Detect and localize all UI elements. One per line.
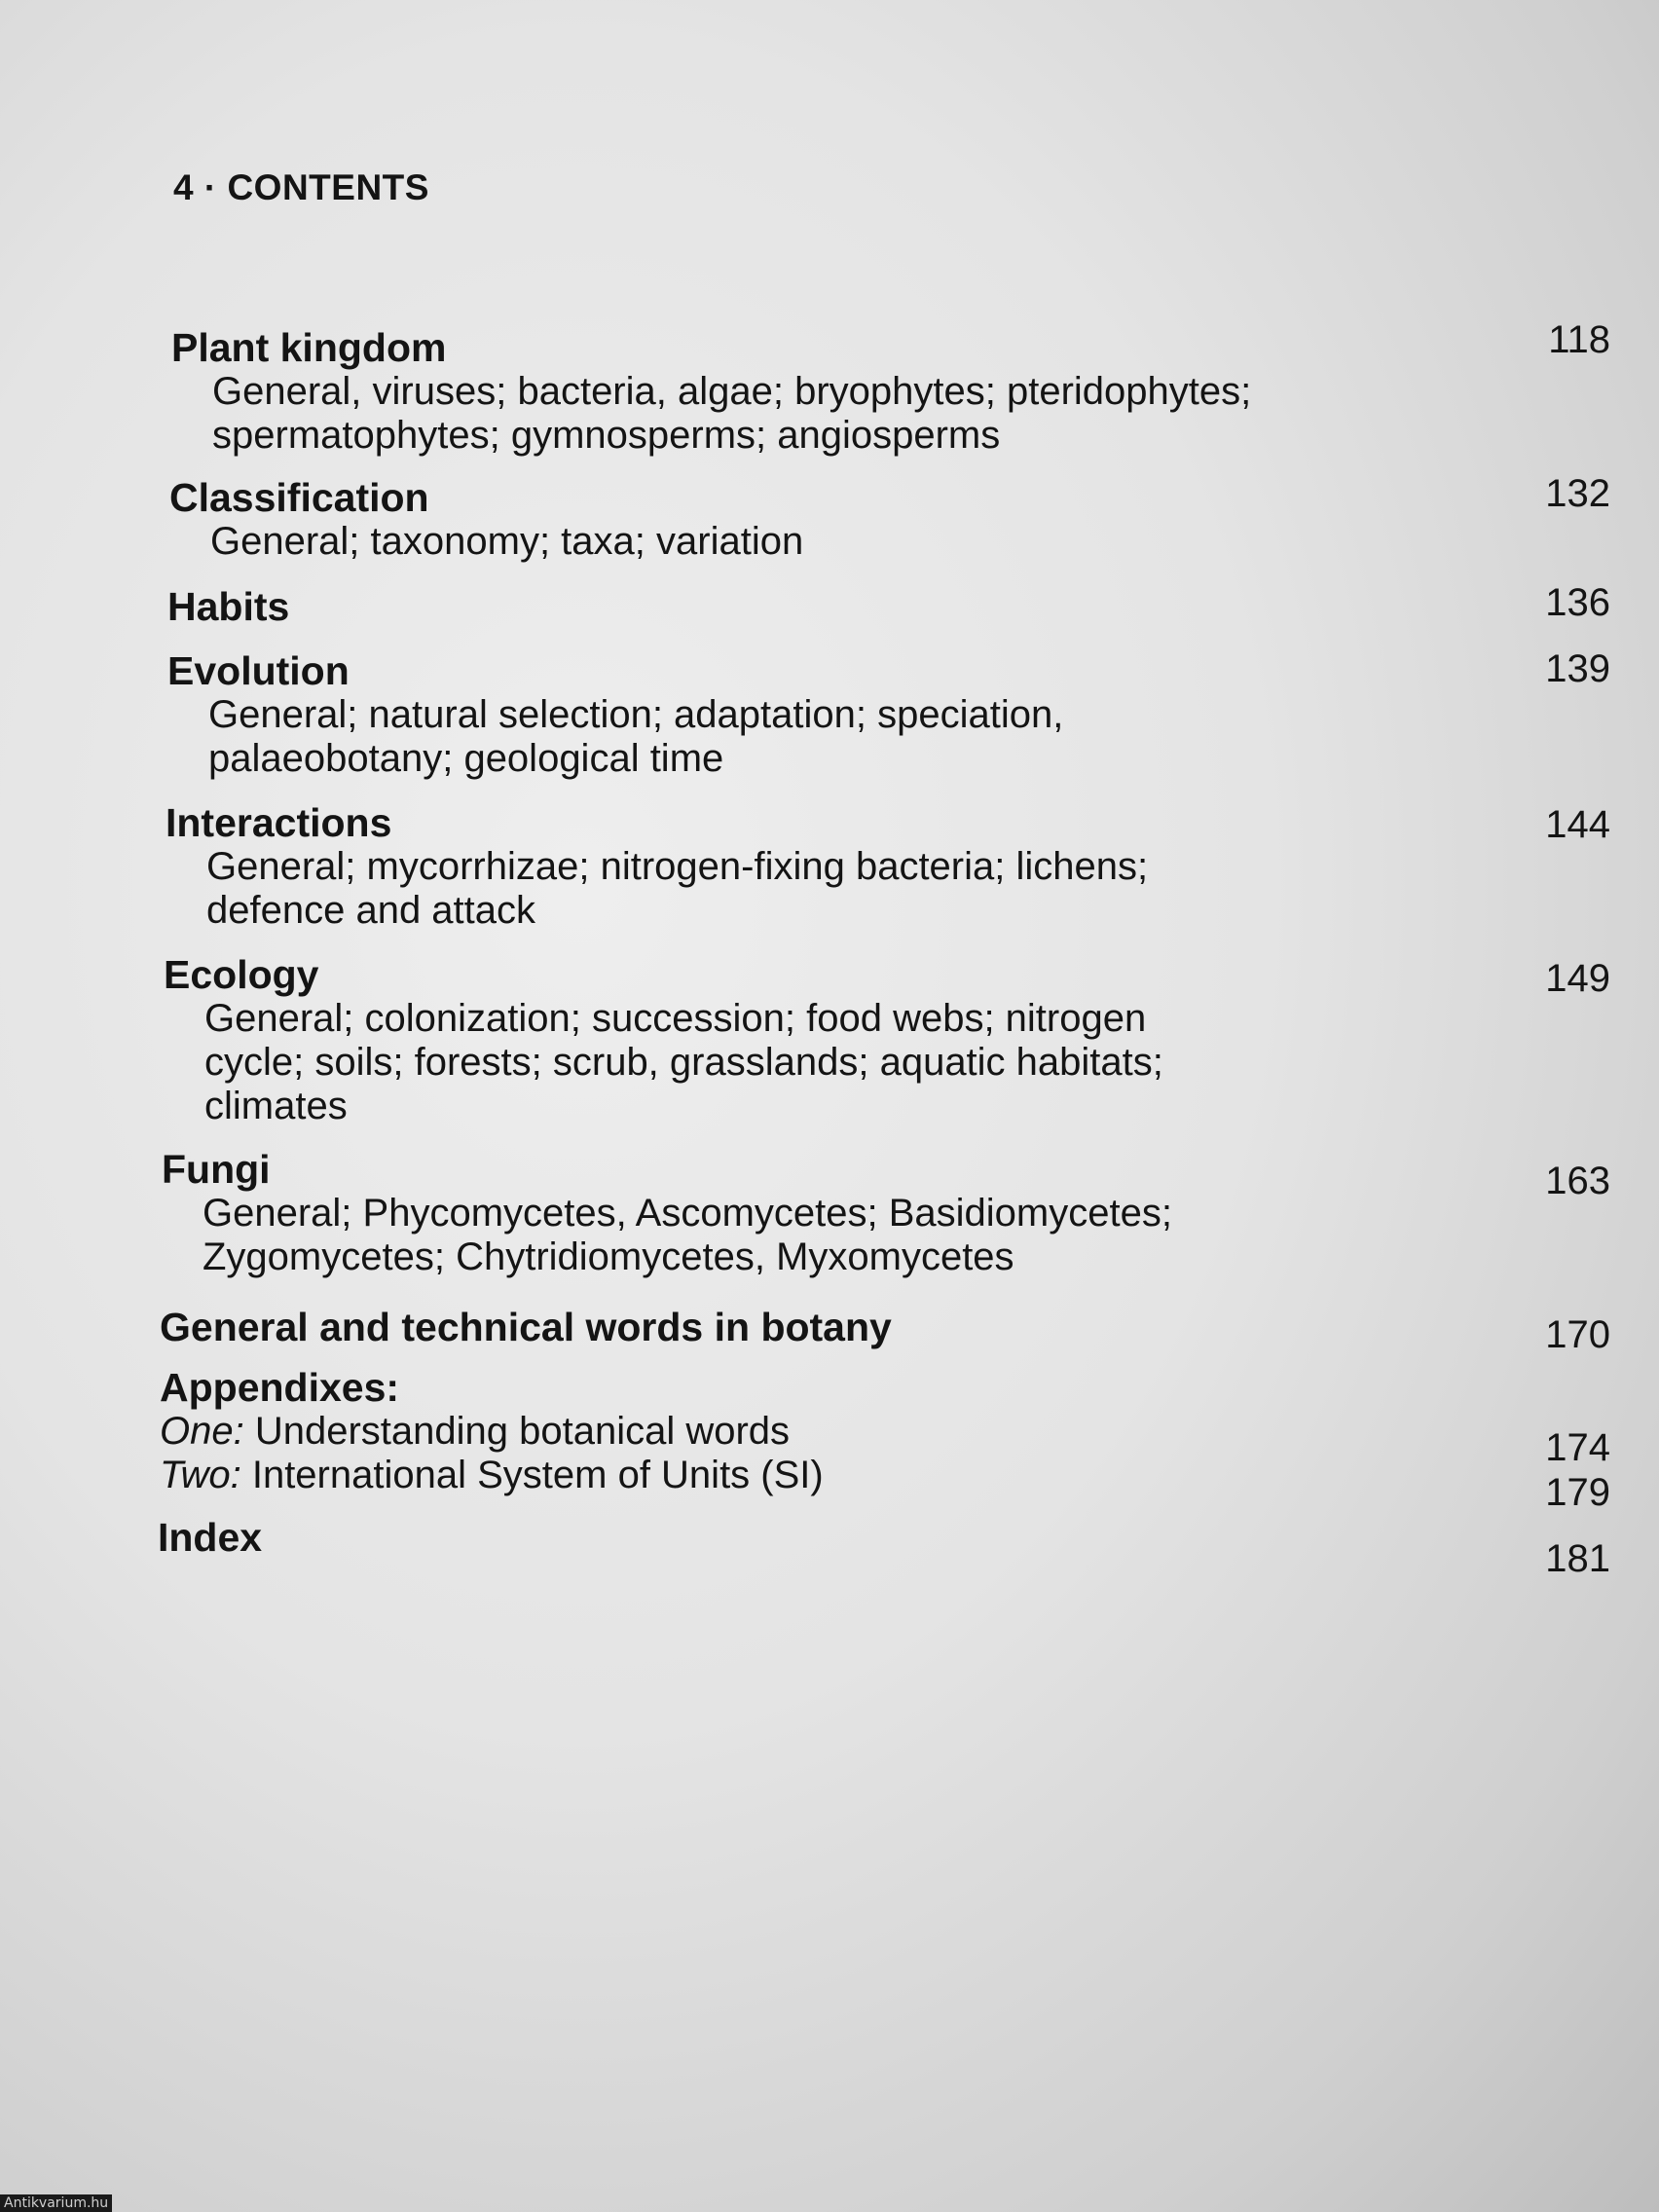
toc-entry-fungi [162,1147,1622,1279]
entry-desc-line: climates [204,1085,348,1127]
entry-desc-line: spermatophytes; gymnosperms; angiosperms [212,414,1001,457]
page-number: 136 [1545,581,1610,624]
appendix-text: Understanding botanical words [243,1410,791,1453]
page-number: 144 [1545,803,1610,846]
entry-desc-line: General; taxonomy; taxa; variation [210,520,804,563]
toc-entry-evolution [167,648,1628,781]
page-number: 170 [1545,1313,1610,1356]
entry-desc-line: General; colonization; succession; food webs; nitrogen [204,997,1147,1040]
entry-desc-line: General; mycorrhizae; nitrogen-fixing bacteria; lichens; [206,845,1149,888]
toc-entry-general-technical-words [160,1305,1620,1349]
page-number: 118 [1548,318,1610,361]
page-header: 4 · CONTENTS [173,167,429,207]
entry-desc-line: General, viruses; bacteria, algae; bryophytes; pteridophytes; [212,370,1252,413]
page-number: 132 [1545,472,1610,515]
page-number: 174 [1545,1426,1610,1469]
toc-entry-interactions [166,800,1626,933]
appendix-number: One: [160,1410,244,1453]
toc-entry-habits [167,584,1628,629]
entry-title: Evolution [167,648,350,693]
entry-title: Habits [167,584,290,629]
entry-desc-line: palaeobotany; geological time [208,737,724,780]
page-number: 181 [1545,1537,1610,1580]
entry-desc-line: General; natural selection; adaptation; speciation, [208,693,1064,736]
page-number: 139 [1545,647,1610,690]
watermark: Antikvarium.hu [0,2194,112,2212]
entry-desc-line: defence and attack [206,889,536,932]
toc-entry-index [158,1515,1618,1560]
entry-title: Ecology [164,952,319,997]
entry-title: Appendixes: [160,1365,400,1410]
page-number: 149 [1545,957,1610,1000]
page-number: 163 [1545,1160,1610,1202]
entry-desc-line: General; Phycomycetes, Ascomycetes; Basidiomycetes; [203,1192,1172,1235]
page-number: 179 [1545,1471,1610,1514]
entry-title: Interactions [166,800,392,845]
entry-desc-line: cycle; soils; forests; scrub, grasslands; aquatic habitats; [204,1041,1163,1084]
toc-entry-classification [169,475,1630,564]
toc-entry-ecology [164,952,1624,1128]
entry-title: General and technical words in botany [160,1305,892,1349]
entry-title: Classification [169,475,429,520]
entry-desc-line: Zygomycetes; Chytridiomycetes, Myxomycetes [203,1235,1014,1278]
entry-title: Plant kingdom [171,325,447,370]
appendix-text: International System of Units (SI) [240,1454,824,1496]
appendix-item [160,1410,1620,1454]
appendix-item [160,1454,1620,1497]
entry-title: Index [158,1515,263,1560]
toc-entry-appendixes [160,1365,1620,1497]
toc-entry-plant-kingdom [171,325,1632,458]
appendix-number: Two: [160,1454,241,1496]
entry-title: Fungi [162,1147,271,1192]
